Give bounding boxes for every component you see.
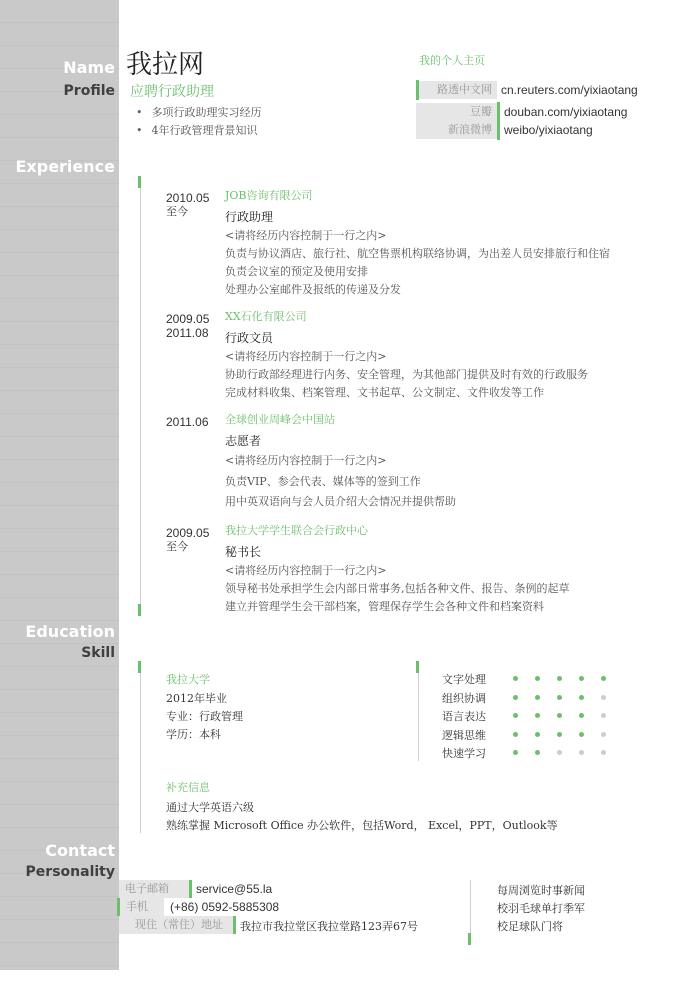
exp-line: 用中英双语向与会人员介绍大会情况并提供帮助: [225, 495, 456, 508]
skill-dot-filled: [535, 676, 540, 681]
skill-dot-filled: [557, 695, 562, 700]
skill-dot-filled: [579, 695, 584, 700]
highlight-item: • 4年行政管理背景知识: [136, 122, 262, 140]
skill-dot-filled: [513, 676, 518, 681]
section-name-label: Name: [63, 58, 115, 77]
skill-dot-filled: [579, 713, 584, 718]
hobby-item: 校羽毛球单打季军: [497, 902, 585, 915]
contact-address: 我拉市我拉堂区我拉堂路123弄67号: [240, 920, 418, 933]
exp-line: 建立并管理学生会干部档案，管理保存学生会各种文件和档案资料: [225, 600, 544, 613]
exp-role: 秘书长: [225, 545, 262, 559]
skill-dot-filled: [601, 676, 606, 681]
skill-dot-filled: [513, 750, 518, 755]
skill-dot-empty: [557, 750, 562, 755]
hobby-item: 每周浏览时事新闻: [497, 884, 585, 897]
personality-timeline: [470, 880, 471, 940]
person-name: 我拉网: [126, 50, 205, 80]
link-row-douban: [416, 103, 627, 121]
exp-line: 协助行政部经理进行内务、安全管理，为其他部门提供及时有效的行政服务: [225, 368, 588, 381]
exp-role: 志愿者: [225, 434, 262, 448]
edu-graduation: 2012年毕业: [166, 692, 227, 705]
exp-role: 行政文员: [225, 331, 274, 345]
skill-label: 文字处理: [442, 673, 486, 686]
timeline-tick: [138, 604, 141, 616]
link-url-reuters[interactable]: cn.reuters.com/yixiaotang: [501, 83, 638, 97]
sidebar: [0, 0, 119, 970]
link-row-weibo: [416, 121, 593, 139]
section-profile-label: Profile: [63, 83, 115, 99]
timeline-tick: [416, 661, 419, 673]
contact-label-address: 现住（常住）地址: [119, 916, 233, 934]
timeline-tick: [138, 661, 141, 673]
contact-email[interactable]: service@55.la: [196, 882, 273, 896]
section-education-label: Education: [25, 622, 115, 641]
hobby-item: 校足球队门将: [497, 920, 563, 933]
skill-dot-filled: [513, 695, 518, 700]
exp-line: 负责会议室的预定及使用安排: [225, 265, 368, 278]
link-url-douban[interactable]: douban.com/yixiaotang: [504, 105, 628, 119]
exp-org: 我拉大学学生联合会行政中心: [225, 524, 368, 537]
link-label: 新浪微博: [416, 121, 497, 139]
section-experience-label: Experience: [15, 157, 115, 176]
skill-label: 语言表达: [442, 710, 486, 723]
section-personality-label: Personality: [25, 864, 115, 880]
contact-phone[interactable]: (+86) 0592-5885308: [170, 900, 280, 914]
skill-dot-empty: [601, 750, 606, 755]
exp-org: XX石化有限公司: [225, 310, 307, 323]
exp-org: 全球创业周峰会中国站: [225, 413, 335, 426]
skill-dot-empty: [601, 695, 606, 700]
skill-dot-filled: [513, 713, 518, 718]
link-accent-bar: [497, 120, 500, 140]
exp-line: <请将经历内容控制于一行之内>: [225, 229, 387, 242]
edu-major: 专业：行政管理: [166, 710, 243, 723]
skill-dot-filled: [579, 732, 584, 737]
edu-extra-line: 熟练掌握 Microsoft Office 办公软件，包括Word， Excel，PPT，Outlook等: [166, 819, 558, 832]
job-target: 应聘行政助理: [130, 84, 214, 100]
exp-date: 2009.05 至今: [166, 526, 210, 553]
contact-accent-bar: [189, 880, 192, 898]
edu-school: 我拉大学: [166, 673, 210, 686]
experience-timeline: [140, 176, 141, 614]
skill-label: 快速学习: [442, 747, 486, 760]
exp-org: JOB咨询有限公司: [225, 189, 313, 202]
edu-degree: 学历：本科: [166, 728, 221, 741]
skill-dot-filled: [535, 750, 540, 755]
exp-line: <请将经历内容控制于一行之内>: [225, 564, 387, 577]
skill-dot-filled: [535, 732, 540, 737]
section-skill-label: Skill: [81, 645, 115, 661]
skill-dot-filled: [513, 732, 518, 737]
timeline-tick: [138, 176, 141, 188]
contact-label-email: 电子邮箱: [119, 880, 189, 898]
link-row-reuters: [416, 81, 638, 99]
contact-accent-bar: [233, 916, 236, 934]
exp-line: 负责VIP、参会代表、媒体等的签到工作: [225, 475, 421, 488]
exp-line: 负责与协议酒店、旅行社、航空售票机构联络协调，为出差人员安排旅行和住宿: [225, 247, 610, 260]
highlight-item: • 多项行政助理实习经历: [136, 104, 262, 122]
skill-dot-empty: [601, 732, 606, 737]
edu-extra-title: 补充信息: [166, 781, 210, 794]
homepage-title: 我的个人主页: [419, 54, 485, 67]
link-accent-bar: [497, 102, 500, 122]
skill-label: 组织协调: [442, 692, 486, 705]
exp-date: 2011.06: [166, 415, 209, 429]
exp-line: 完成材料收集、档案管理、文书起草、公文制定、文件收发等工作: [225, 386, 544, 399]
exp-role: 行政助理: [225, 210, 274, 224]
skill-dot-filled: [579, 676, 584, 681]
education-timeline: [140, 661, 141, 833]
link-label: 路透中文网: [419, 81, 497, 99]
skill-dot-filled: [557, 713, 562, 718]
skill-dot-filled: [557, 676, 562, 681]
edu-extra-line: 通过大学英语六级: [166, 801, 254, 814]
contact-label-phone: 手机: [120, 898, 164, 916]
skill-dot-empty: [579, 750, 584, 755]
skills-timeline: [418, 661, 419, 761]
exp-date: 2010.05 至今: [166, 191, 210, 218]
skill-label: 逻辑思维: [442, 729, 486, 742]
exp-line: <请将经历内容控制于一行之内>: [225, 454, 387, 467]
skill-dot-empty: [601, 713, 606, 718]
exp-line: 处理办公室邮件及报纸的传递及分发: [225, 283, 401, 296]
skill-dot-filled: [535, 713, 540, 718]
profile-highlights: [136, 104, 262, 140]
exp-date: 2009.05 2011.08: [166, 312, 210, 340]
section-contact-label: Contact: [45, 841, 115, 860]
link-url-weibo[interactable]: weibo/yixiaotang: [504, 123, 593, 137]
link-label: 豆瓣: [416, 103, 497, 121]
timeline-tick: [468, 933, 471, 945]
skill-dot-filled: [535, 695, 540, 700]
skill-dot-filled: [557, 732, 562, 737]
exp-line: 领导秘书处承担学生会内部日常事务,包括各种文件、报告、条例的起草: [225, 582, 570, 595]
exp-line: <请将经历内容控制于一行之内>: [225, 350, 387, 363]
